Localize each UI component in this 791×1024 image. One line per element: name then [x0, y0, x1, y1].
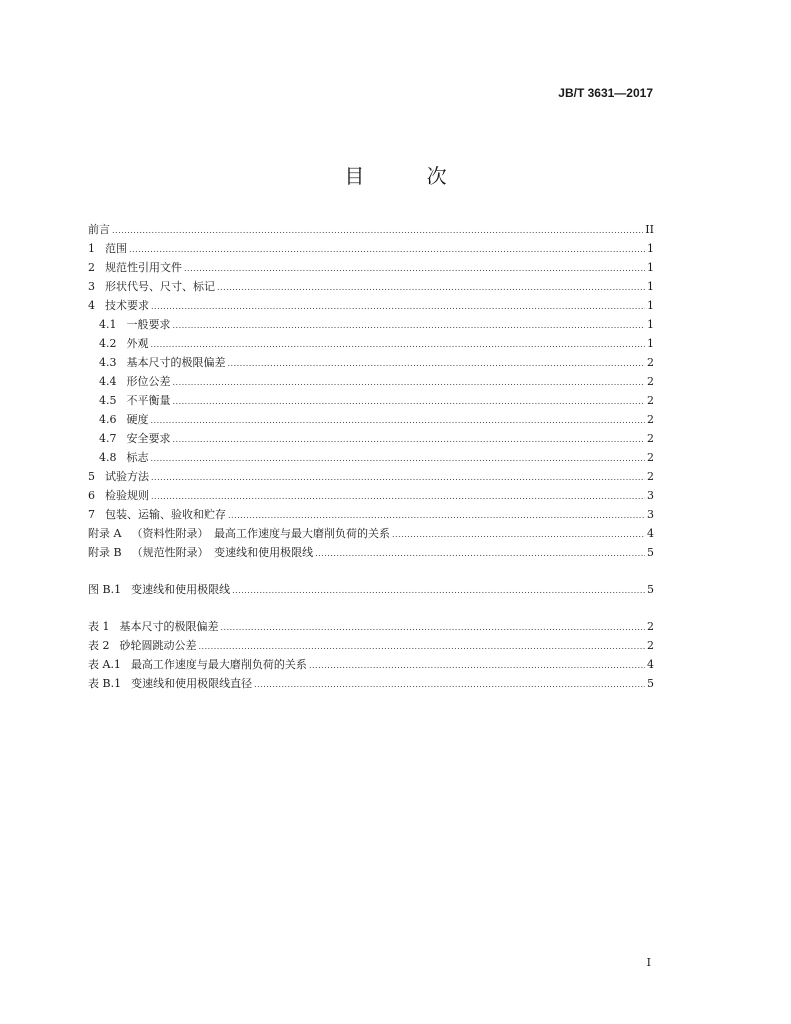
toc-entry[interactable] [88, 636, 654, 655]
toc-entry-label [88, 505, 226, 524]
toc-entry-number: 4 [88, 299, 95, 312]
toc-entry-label [99, 410, 149, 429]
toc-entry-page: 2 [647, 413, 654, 426]
toc-entry-text: 形位公差 [126, 375, 171, 388]
toc-entry-label [88, 524, 390, 543]
toc-entry-page: 1 [647, 242, 654, 255]
toc-entry-text: 硬度 [126, 413, 149, 426]
toc-figures-section [88, 580, 654, 599]
toc-entry-text: 规范性引用文件 [105, 261, 182, 274]
toc-entry-label [99, 334, 149, 353]
toc-entry-label [88, 674, 252, 693]
toc-entry-label [88, 543, 313, 562]
toc-entry-page: 5 [647, 546, 654, 559]
toc-entry[interactable] [88, 277, 654, 296]
page-title: 目 次 [344, 164, 475, 188]
toc-entry[interactable] [88, 580, 654, 599]
toc-entry-page: 4 [647, 658, 654, 671]
toc-leader-dots [221, 618, 646, 637]
table-of-contents [88, 220, 654, 693]
toc-entry-text: 形状代号、尺寸、标记 [105, 280, 215, 293]
toc-entry-page: 4 [647, 527, 654, 540]
toc-entry-label [99, 353, 226, 372]
toc-entry[interactable] [88, 258, 654, 277]
toc-entry-page: 2 [647, 639, 654, 652]
toc-entry[interactable] [88, 617, 654, 636]
toc-entry-page: 1 [647, 337, 654, 350]
toc-entry-text: 一般要求 [126, 318, 171, 331]
toc-entry-number: 7 [88, 508, 95, 521]
toc-entry-page: 5 [647, 583, 654, 596]
toc-entry[interactable] [88, 372, 654, 391]
toc-entry[interactable] [88, 674, 654, 693]
toc-leader-dots [309, 656, 645, 675]
toc-entry-text: 变速线和使用极限线直径 [131, 677, 253, 690]
toc-leader-dots [184, 259, 645, 278]
toc-entry-page: 2 [647, 432, 654, 445]
toc-leader-dots [151, 468, 645, 487]
toc-entry-text: 标志 [126, 451, 149, 464]
toc-entry-label [88, 220, 110, 239]
toc-leader-dots [217, 278, 645, 297]
toc-entry-page: 2 [647, 375, 654, 388]
toc-entry-number: 图 B.1 [88, 583, 122, 596]
toc-entry-number: 4.7 [99, 432, 117, 445]
toc-leader-dots [151, 297, 645, 316]
toc-entry-number: 4.4 [99, 375, 117, 388]
toc-entry-page: 2 [647, 394, 654, 407]
toc-entry-page: 1 [647, 261, 654, 274]
toc-main-section [88, 220, 654, 562]
toc-entry-number: 附录 A [88, 527, 122, 540]
toc-entry[interactable] [88, 543, 654, 562]
toc-entry-page: 1 [647, 280, 654, 293]
toc-entry[interactable] [88, 239, 654, 258]
toc-leader-dots [151, 411, 646, 430]
toc-entry-number: 表 1 [88, 620, 110, 633]
toc-entry-text: 前言 [88, 223, 110, 236]
toc-entry-text: （资料性附录） 最高工作速度与最大磨削负荷的关系 [131, 527, 390, 540]
toc-entry[interactable] [88, 429, 654, 448]
toc-entry[interactable] [88, 334, 654, 353]
toc-leader-dots [129, 240, 645, 259]
toc-entry[interactable] [88, 655, 654, 674]
toc-entry-page: 5 [647, 677, 654, 690]
toc-entry-text: 砂轮圆跳动公差 [119, 639, 197, 652]
toc-entry-number: 表 2 [88, 639, 110, 652]
toc-leader-dots [151, 487, 645, 506]
toc-entry-number: 4.3 [99, 356, 117, 369]
toc-entry[interactable] [88, 315, 654, 334]
toc-leader-dots [228, 354, 646, 373]
toc-entry-text: 基本尺寸的极限偏差 [126, 356, 226, 369]
toc-entry-number: 表 B.1 [88, 677, 122, 690]
toc-entry-label [88, 580, 230, 599]
toc-entry-label [88, 636, 197, 655]
toc-leader-dots [173, 392, 646, 411]
toc-entry-number: 6 [88, 489, 95, 502]
toc-entry-page: 2 [647, 470, 654, 483]
toc-entry-number: 4.2 [99, 337, 117, 350]
toc-entry[interactable] [88, 220, 654, 239]
toc-entry-number: 表 A.1 [88, 658, 121, 671]
toc-entry-number: 4.6 [99, 413, 117, 426]
toc-leader-dots [151, 449, 646, 468]
toc-entry[interactable] [88, 410, 654, 429]
toc-entry-page: 3 [647, 508, 654, 521]
toc-entry-number: 5 [88, 470, 95, 483]
toc-leader-dots [199, 637, 646, 656]
toc-tables-section [88, 617, 654, 693]
toc-entry[interactable] [88, 353, 654, 372]
toc-entry[interactable] [88, 296, 654, 315]
toc-leader-dots [228, 506, 645, 525]
toc-entry-label [99, 391, 171, 410]
toc-entry-page: 2 [647, 356, 654, 369]
toc-entry-text: 技术要求 [105, 299, 149, 312]
toc-entry-text: 基本尺寸的极限偏差 [119, 620, 219, 633]
toc-entry-text: 范围 [105, 242, 127, 255]
toc-entry[interactable] [88, 505, 654, 524]
toc-entry-label [99, 372, 171, 391]
toc-entry-page: 2 [647, 620, 654, 633]
toc-entry-text: 安全要求 [126, 432, 171, 445]
toc-entry-label [99, 448, 149, 467]
toc-entry-number: 附录 B [88, 546, 122, 559]
toc-entry[interactable] [88, 391, 654, 410]
toc-entry-label [99, 315, 171, 334]
toc-leader-dots [173, 316, 646, 335]
toc-entry-page: 1 [647, 299, 654, 312]
toc-entry-text: 检验规则 [105, 489, 149, 502]
toc-entry-label [88, 277, 215, 296]
toc-entry-label [88, 617, 219, 636]
toc-entry-label [88, 467, 149, 486]
toc-entry-page: 1 [647, 318, 654, 331]
toc-entry-number: 4.8 [99, 451, 117, 464]
page-number: I [646, 956, 651, 969]
toc-entry-label [88, 486, 149, 505]
toc-leader-dots [151, 335, 646, 354]
toc-entry-label [88, 258, 182, 277]
toc-leader-dots [112, 221, 643, 240]
toc-entry-number: 4.1 [99, 318, 117, 331]
toc-entry-text: （规范性附录） 变速线和使用极限线 [131, 546, 314, 559]
toc-entry[interactable] [88, 486, 654, 505]
toc-entry-number: 3 [88, 280, 95, 293]
toc-leader-dots [173, 430, 646, 449]
toc-leader-dots [232, 581, 645, 600]
toc-entry-label [88, 655, 307, 674]
toc-leader-dots [315, 544, 645, 563]
toc-entry-text: 试验方法 [105, 470, 149, 483]
toc-entry-text: 最高工作速度与最大磨削负荷的关系 [130, 658, 307, 671]
toc-leader-dots [173, 373, 646, 392]
toc-entry-label [88, 296, 149, 315]
toc-entry-text: 外观 [126, 337, 149, 350]
standard-code: JB/T 3631—2017 [558, 86, 653, 100]
toc-entry-text: 包装、运输、验收和贮存 [105, 508, 226, 521]
toc-entry-number: 4.5 [99, 394, 117, 407]
toc-entry-page: II [645, 223, 654, 236]
toc-entry-text: 不平衡量 [126, 394, 171, 407]
toc-leader-dots [392, 525, 645, 544]
toc-entry-number: 1 [88, 242, 95, 255]
toc-entry-number: 2 [88, 261, 95, 274]
toc-entry-page: 2 [647, 451, 654, 464]
toc-entry-label [88, 239, 127, 258]
toc-entry-text: 变速线和使用极限线 [131, 583, 231, 596]
toc-entry[interactable] [88, 467, 654, 486]
toc-entry[interactable] [88, 524, 654, 543]
toc-entry[interactable] [88, 448, 654, 467]
toc-leader-dots [254, 675, 645, 694]
toc-entry-label [99, 429, 171, 448]
toc-entry-page: 3 [647, 489, 654, 502]
